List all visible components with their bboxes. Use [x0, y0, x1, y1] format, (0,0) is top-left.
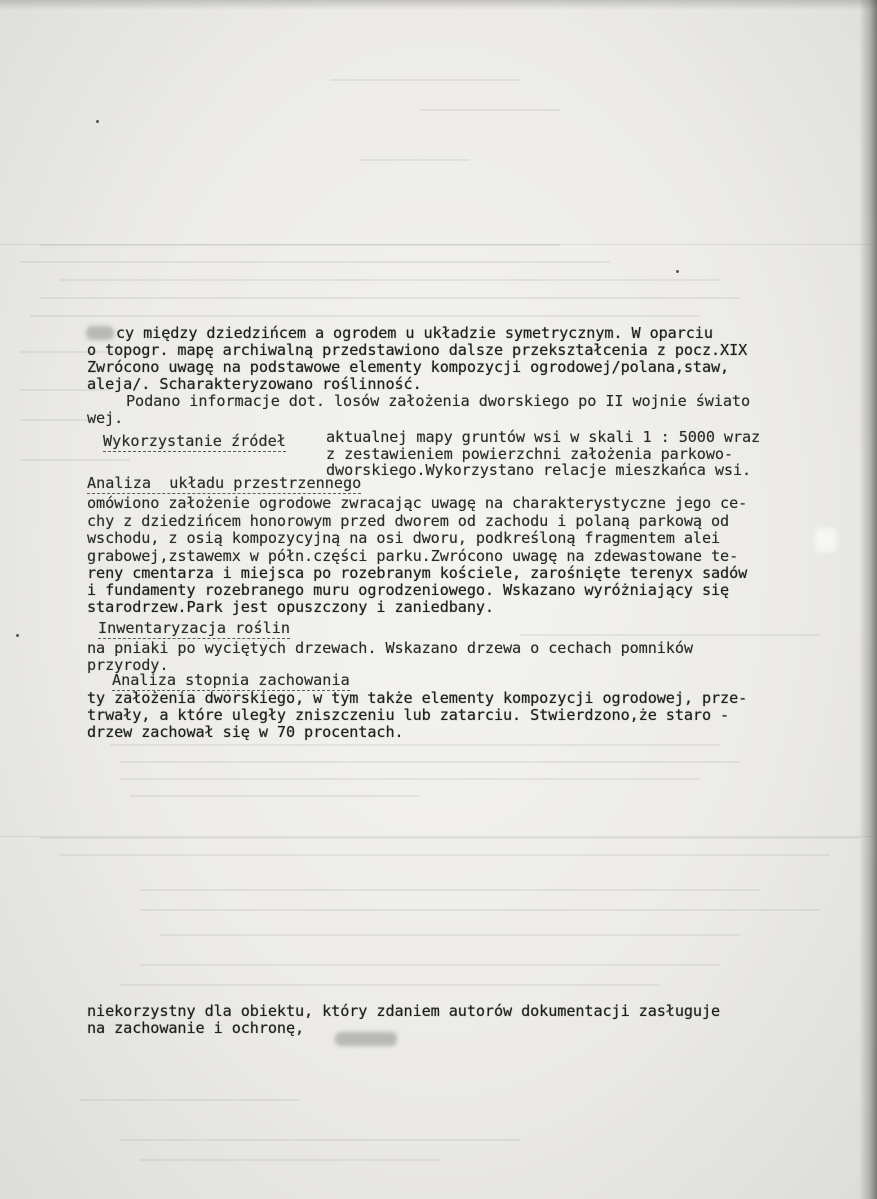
punch-mark	[16, 634, 19, 637]
redaction-blot	[335, 1032, 397, 1046]
text-line: reny cmentarza i miejsca po rozebranym kościele, zarośnięte terenyx sadów	[87, 564, 748, 582]
text-line: chy z dziedzińcem honorowym przed dworem od zachodu i polaną parkową od	[87, 512, 730, 530]
text-line: drzew zachował się w 70 procentach.	[87, 723, 404, 741]
text-line: wej.	[87, 409, 124, 427]
text-line: aleja/. Scharakteryzowano roślinność.	[87, 375, 422, 393]
text-line: wschodu, z osią kompozycyjną na osi dworu, podkreśloną fragmentem alei	[87, 529, 721, 547]
text-line: z zestawieniem powierzchni założenia parkowo-	[326, 445, 733, 463]
text-line: i fundamenty rozebranego muru ogrodzeniowego. Wskazano wyróżniający się	[87, 581, 730, 599]
punch-mark	[676, 270, 679, 273]
text-line: dworskiego.Wykorzystano relacje mieszkańca wsi.	[326, 461, 752, 479]
text-line: grabowej,zstawemx w półn.części parku.Zwrócono uwagę na zdewastowane te-	[87, 547, 739, 565]
fold-line	[0, 836, 877, 837]
text-line: ty założenia dworskiego, w tym także elementy kompozycji ogrodowej, prze-	[87, 689, 748, 707]
text-line: na pniaki po wyciętych drzewach. Wskazano drzewa o cechach pomników	[87, 639, 693, 657]
heading-plant-inventory: Inwentaryzacja roślin	[98, 619, 291, 637]
redaction-blot	[86, 326, 114, 340]
text-line: aktualnej mapy gruntów wsi w skali 1 : 5000 wraz	[326, 428, 761, 446]
heading-preservation-analysis: Analiza stopnia zachowania	[112, 671, 350, 689]
text-line: cy między dziedzińcem a ogrodem u układzie symetrycznym. W oparciu	[116, 324, 713, 342]
text-line: o topogr. mapę archiwalną przedstawiono dalsze przekształcenia z pocz.XIX	[87, 341, 748, 359]
paper-spot	[815, 528, 837, 552]
punch-mark	[96, 120, 99, 123]
text-line: na zachowanie i ochronę,	[87, 1019, 305, 1037]
text-line: przyrody.	[87, 656, 169, 674]
text-line: niekorzystny dla obiektu, który zdaniem autorów dokumentacji zasługuje	[87, 1002, 721, 1020]
text-line: trwały, a które uległy zniszczeniu lub zatarciu. Stwierdzono,że staro -	[87, 706, 730, 724]
text-line: Zwrócono uwagę na podstawowe elementy kompozycji ogrodowej/polana,staw,	[87, 358, 730, 376]
text-line: starodrzew.Park jest opuszczony i zaniedbany.	[87, 598, 494, 616]
fold-line	[0, 244, 877, 245]
heading-sources: Wykorzystanie źródeł	[103, 432, 286, 450]
heading-spatial-analysis: Analiza układu przestrzennego	[87, 474, 362, 492]
text-line: omówiono założenie ogrodowe zwracając uwagę na charakterystyczne jego ce-	[87, 494, 748, 512]
text-line: Podano informacje dot. losów założenia dworskiego po II wojnie świato	[126, 392, 751, 410]
